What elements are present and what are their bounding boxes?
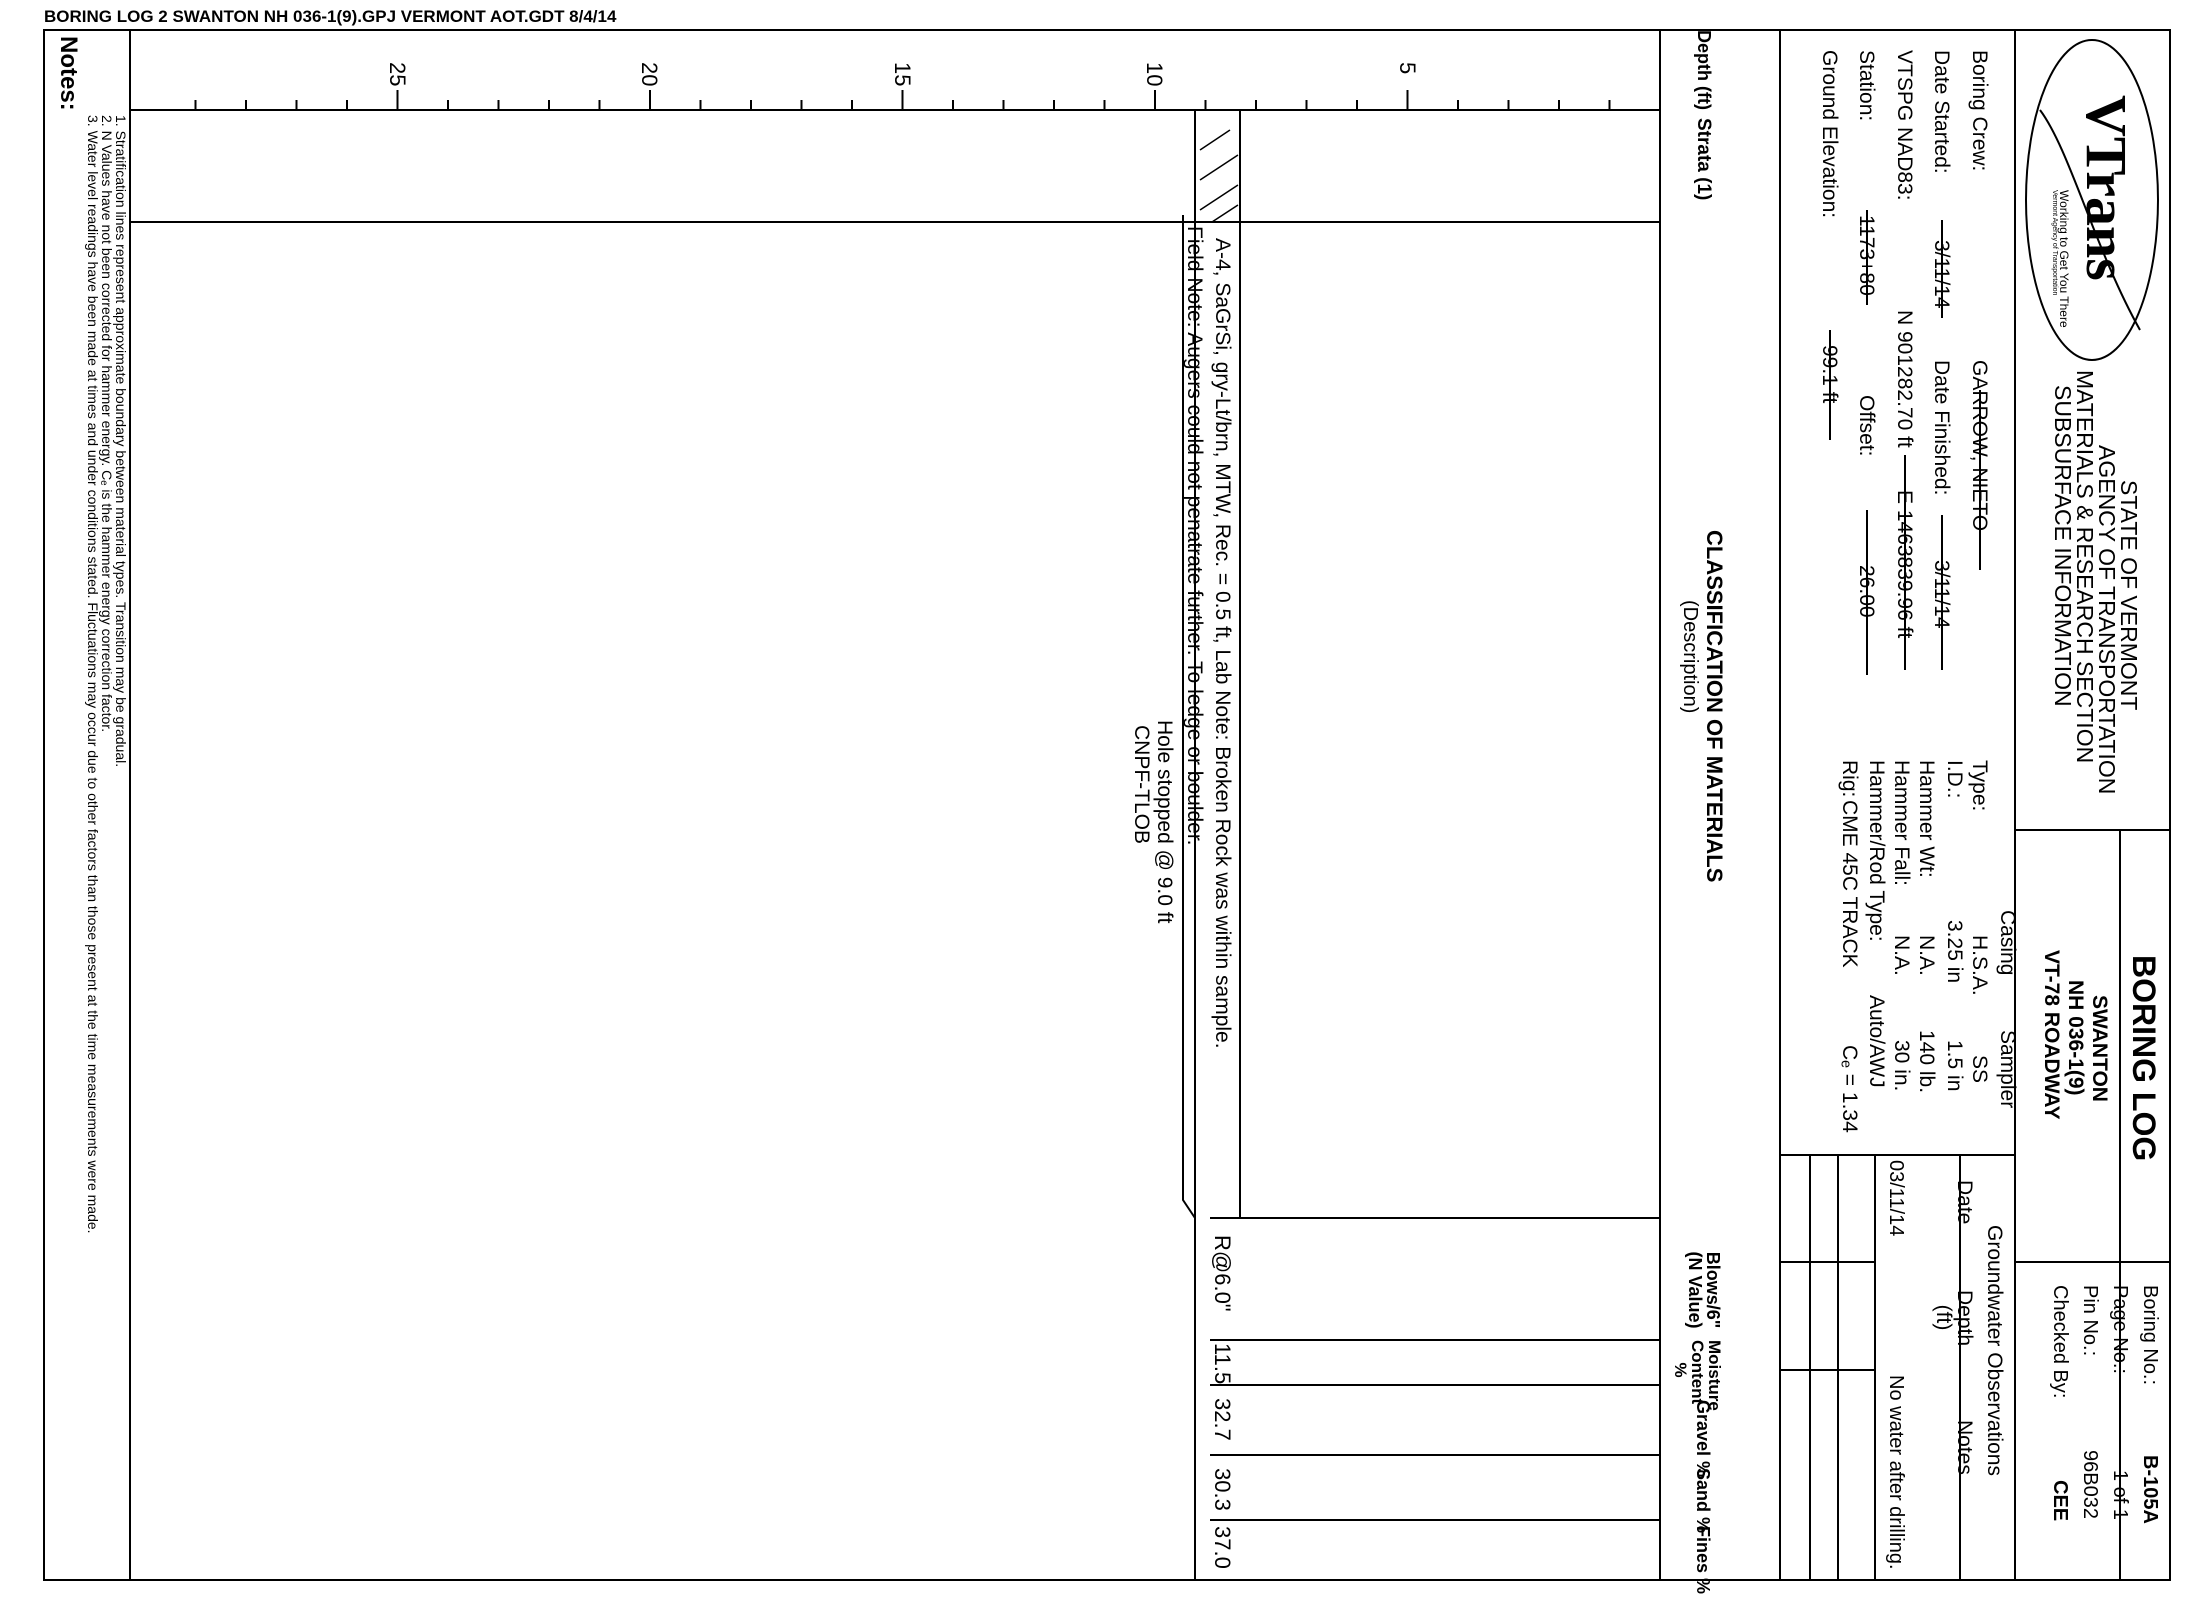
date-finished-label: Date Finished: [1930, 360, 1953, 496]
gravel-value: 32.7 [1210, 1398, 1235, 1441]
notes-label: Notes: [55, 36, 82, 111]
page-no-value: 1 of 1 [2109, 1470, 2131, 1521]
depth-header-text: Depth (ft) [1694, 30, 1714, 110]
sampler-type: SS [1968, 1055, 1991, 1084]
date-started-label: Date Started: [1930, 50, 1953, 174]
sampler-wt: 140 lb. [1915, 1030, 1938, 1094]
blows-value: R@6.0" [1210, 1235, 1235, 1312]
checked-by-label: Checked By: [2049, 1285, 2071, 1399]
date-finished-value: 3/11/14 [1930, 560, 1953, 629]
depth-tick-label: 25 [384, 62, 410, 87]
project-number: NH 036-1(9) [2064, 980, 2087, 1096]
depth-tick-label: 5 [1394, 62, 1420, 75]
gravel-column-header: Gravel % [1693, 1400, 1713, 1478]
boring-crew-value: GARROW, NIETO [1968, 360, 1991, 532]
classification-subheader: (Description) [1679, 600, 1701, 714]
sand-column-header: Sand % [1693, 1468, 1713, 1534]
field-note: Field Note: Augers could not penatrate further. To ledge or boulder. [1183, 226, 1206, 846]
moisture-value: 11.5 [1210, 1343, 1235, 1385]
casing-wt: N.A. [1915, 935, 1938, 976]
note-2: 2. N Values have not been corrected for hammer energy. Cₑ is the hammer energy correction factor. [99, 115, 115, 733]
checked-by-value: CEE [2049, 1480, 2071, 1522]
offset-value: 26.00 [1855, 565, 1878, 618]
sampler-label: Sampler [1996, 1030, 2019, 1109]
agency-line4: SUBSURFACE INFORMATION [2050, 385, 2076, 707]
classification-column-header: CLASSIFICATION OF MATERIALS [1702, 530, 1727, 883]
agency-line1: STATE OF VERMONT [2116, 480, 2142, 711]
hammer-fall-label: Hammer Fall: [1890, 760, 1913, 887]
sand-value: 30.3 [1210, 1468, 1235, 1511]
coord-label: VTSPG NAD83: [1893, 50, 1916, 201]
agency-line2: AGENCY OF TRANSPORTATION [2094, 445, 2120, 795]
fines-value: 37.0 [1210, 1526, 1235, 1569]
boring-log-title: BORING LOG [2126, 955, 2162, 1162]
logo-tagline: Working to Get You There [2057, 190, 2071, 328]
termination-line1: Hole stopped @ 9.0 ft [1153, 720, 1176, 924]
station-value: 1173+80 [1855, 215, 1878, 296]
northing-value: N 901282.70 ft [1893, 310, 1916, 448]
gw-depth-label: Depth (ft) [1932, 1290, 1976, 1347]
sample-description: A-4, SaGrSi, gry-Lt/brn, MTW, Rec. = 0.5 ft, Lab Note: Broken Rock was within sample. [1211, 238, 1234, 1049]
depth-tick-label: 15 [889, 62, 915, 87]
depth-tick-label: 20 [637, 62, 662, 87]
casing-fall: N.A. [1890, 935, 1913, 976]
sampler-id: 1.5 in [1943, 1040, 1966, 1092]
depth-column-header [1695, 30, 1713, 110]
depth-tick-label: 10 [1142, 62, 1167, 87]
project-location: VT-78 ROADWAY [2040, 950, 2063, 1120]
rod-type-label: Hammer/Rod Type: [1865, 760, 1888, 942]
sampler-fall: 30 in. [1890, 1040, 1913, 1092]
date-started-value: 3/11/14 [1930, 240, 1953, 309]
easting-value: E 1463839.96 ft [1893, 490, 1916, 639]
id-label: I.D.: [1943, 760, 1966, 799]
note-3: 3. Water level readings have been made at times and under conditions stated. Fluctuations may occur due to other factors than those present at the time measurements were made. [85, 115, 101, 1234]
termination-line2: CNPF-TLOB [1130, 725, 1153, 845]
casing-type: H.S.A. [1968, 935, 1991, 996]
page-no-label: Page No.: [2109, 1285, 2131, 1374]
ground-elevation-value: 99.1 ft [1818, 345, 1841, 404]
casing-id: 3.25 in [1943, 920, 1966, 984]
boring-no-label: Boring No.: [2139, 1285, 2161, 1386]
agency-line3: MATERIALS & RESEARCH SECTION [2072, 370, 2098, 764]
ce-value: Cₑ = 1.34 [1838, 1045, 1861, 1133]
ground-elevation-label: Ground Elevation: [1818, 50, 1841, 219]
strata-column-header: Strata (1) [1693, 118, 1714, 201]
station-label: Station: [1855, 50, 1878, 122]
project-name: SWANTON [2088, 995, 2111, 1102]
gw-notes-label: Notes [1953, 1420, 1976, 1475]
hammer-wt-label: Hammer Wt: [1915, 760, 1938, 878]
offset-label: Offset: [1855, 395, 1878, 457]
file-header: BORING LOG 2 SWANTON NH 036-1(9).GPJ VERMONT AOT.GDT 8/4/14 [44, 7, 617, 26]
blows-column-header: Blows/6" (N Value) [1685, 1251, 1723, 1329]
note-1: 1. Stratification lines represent approximate boundary between material types. Transition may be gradual. [113, 115, 129, 768]
rig-label: Rig: [1838, 760, 1861, 798]
fines-column-header: Fines % [1693, 1526, 1713, 1595]
casing-label: Casing [1996, 910, 2019, 976]
pin-no-value: 96B032 [2079, 1450, 2101, 1519]
pin-no-label: Pin No.: [2079, 1285, 2101, 1357]
groundwater-title: Groundwater Observations [1983, 1225, 2006, 1476]
gw-row-notes: No water after drilling. [1885, 1375, 1907, 1570]
rig-value: CME 45C TRACK [1838, 800, 1861, 968]
type-label: Type: [1968, 760, 1991, 812]
boring-crew-label: Boring Crew: [1968, 50, 1991, 172]
logo-subtag: Vermont Agency of Transportation [2051, 190, 2058, 296]
vtrans-logo: VTrans [2074, 95, 2139, 281]
gw-date-label: Date [1953, 1180, 1976, 1225]
rod-type-value: Auto/AWJ [1865, 995, 1888, 1088]
boring-no-value: B-105A [2139, 1455, 2161, 1524]
gw-row-date: 03/11/14 [1885, 1160, 1907, 1237]
moisture-column-header: Moisture Content % [1671, 1340, 1724, 1411]
